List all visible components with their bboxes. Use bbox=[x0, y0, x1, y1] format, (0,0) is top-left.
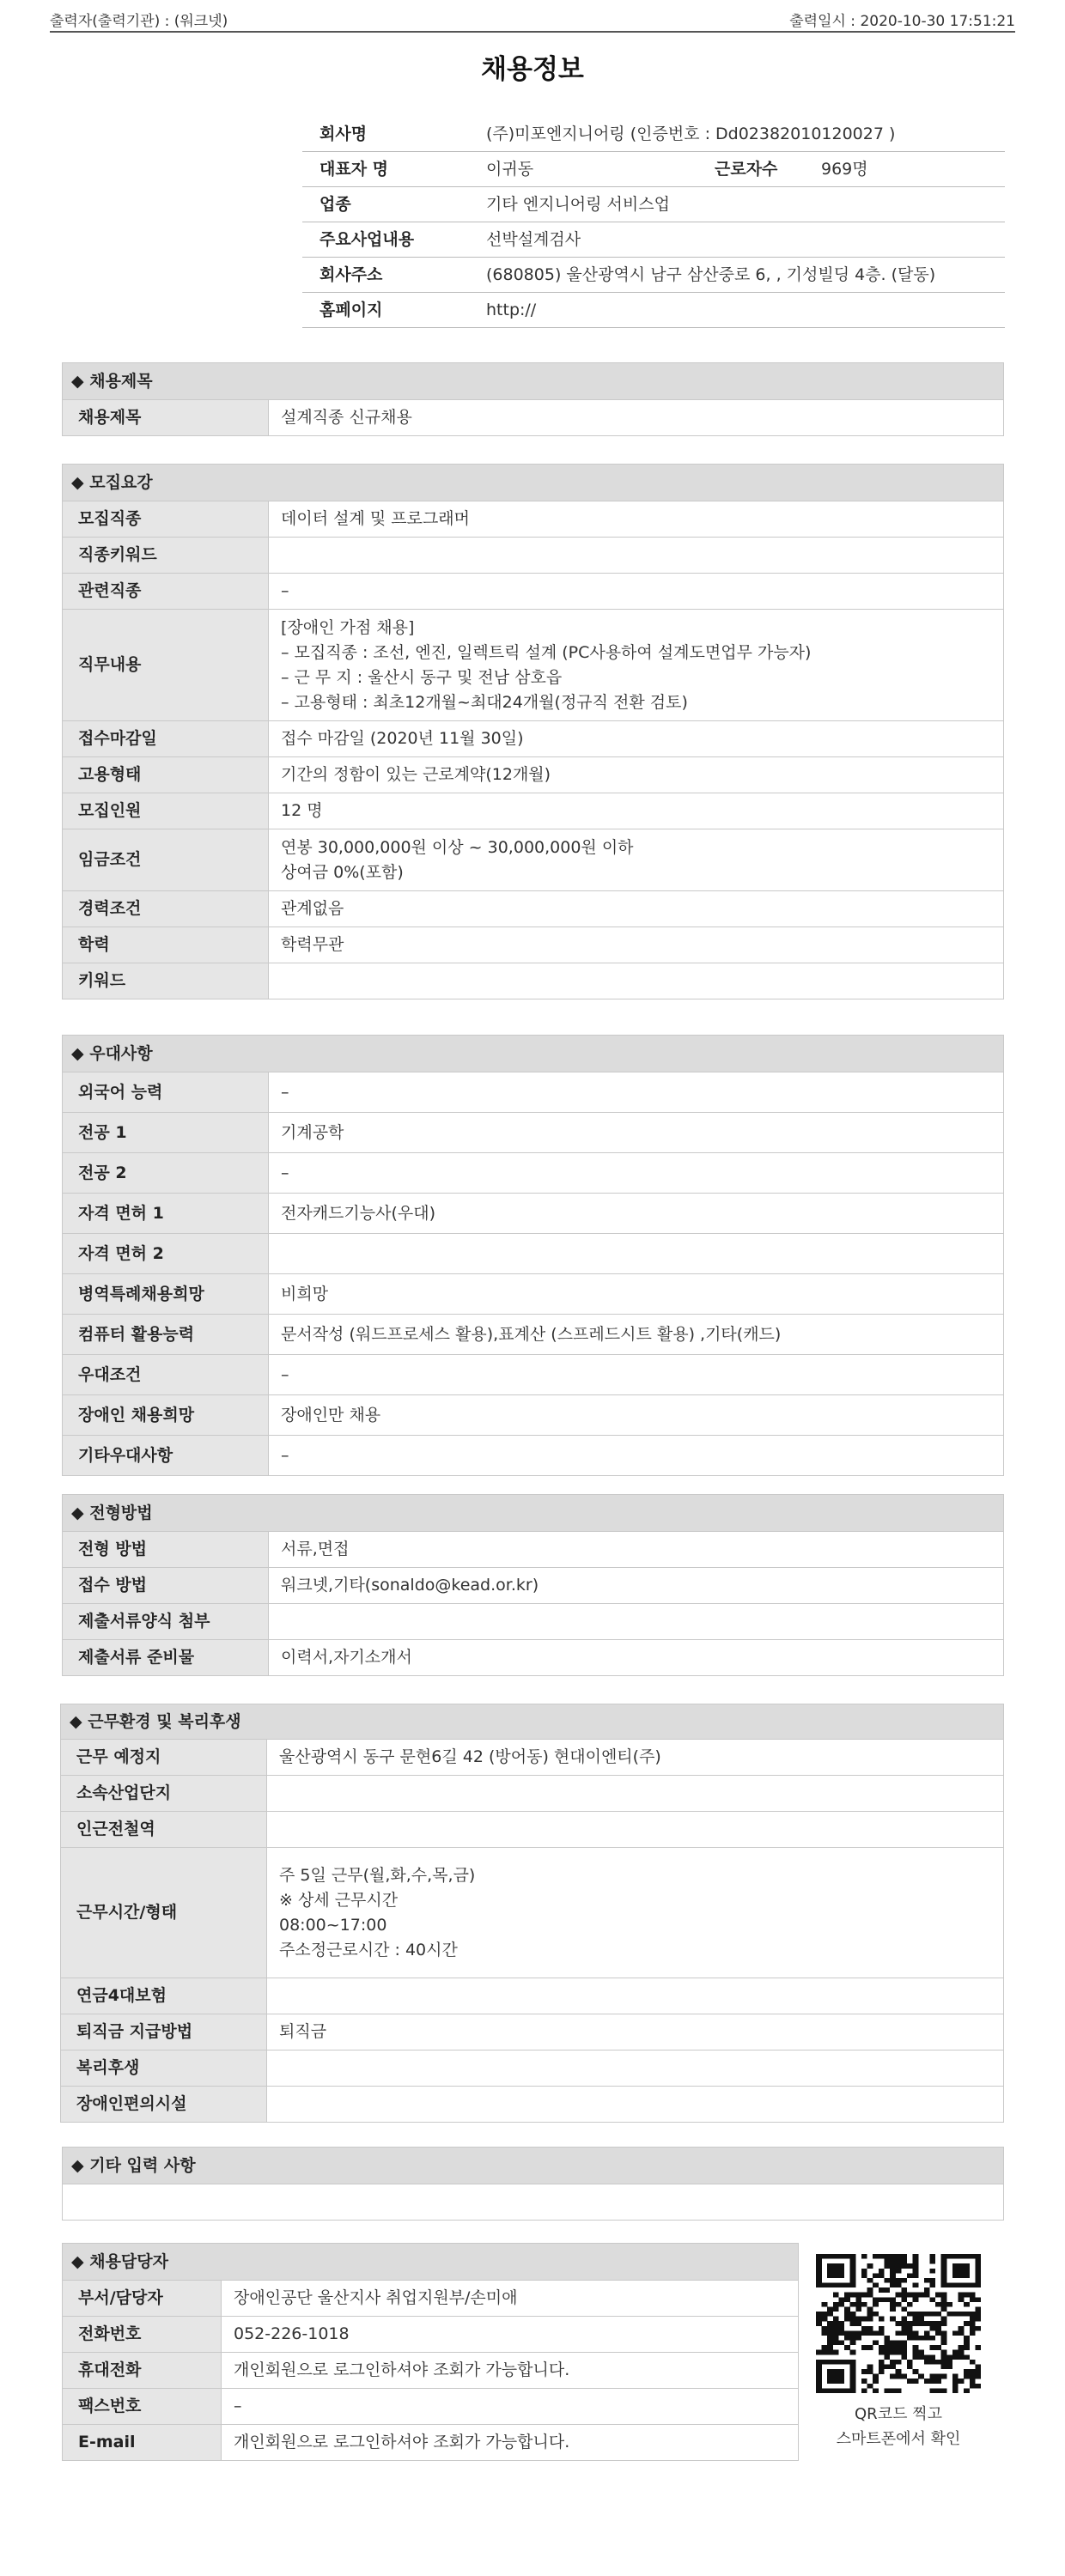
text-line: 주소정근로시간 : 40시간 bbox=[279, 1940, 458, 1959]
text-line: ※ 상세 근무시간 bbox=[279, 1890, 399, 1910]
company-name: (주)미포엔지니어링 (인증번호 : Dd02382010120027 ) bbox=[474, 117, 1005, 152]
row-label: 전화번호 bbox=[63, 2317, 222, 2353]
row-label: 모집인원 bbox=[63, 793, 269, 829]
table-row bbox=[63, 927, 1004, 963]
section-header: ◆ 채용담당자 bbox=[63, 2244, 799, 2281]
table-row bbox=[63, 501, 1004, 538]
text-line: [장애인 가점 채용] bbox=[281, 617, 415, 637]
table-row bbox=[63, 1234, 1004, 1274]
row-value: 기간의 정함이 있는 근로계약(12개월) bbox=[269, 757, 1004, 793]
row-value: 퇴직금 bbox=[267, 2014, 1004, 2050]
row-value: 개인회원으로 로그인하셔야 조회가 가능합니다. bbox=[222, 2425, 799, 2461]
table-row bbox=[63, 1604, 1004, 1640]
row-value: 개인회원으로 로그인하셔야 조회가 가능합니다. bbox=[222, 2353, 799, 2389]
row-label: 전공 2 bbox=[63, 1153, 269, 1194]
table-row bbox=[63, 1153, 1004, 1194]
row-label: 컴퓨터 활용능력 bbox=[63, 1315, 269, 1355]
table-row bbox=[63, 721, 1004, 757]
row-label: 키워드 bbox=[63, 963, 269, 999]
wage-conditions bbox=[269, 829, 1004, 891]
table-row bbox=[63, 1640, 1004, 1676]
homepage-row bbox=[302, 293, 1005, 328]
table-row bbox=[61, 2087, 1004, 2123]
company-info-table bbox=[302, 117, 1005, 328]
row-label: 경력조건 bbox=[63, 891, 269, 927]
row-value: 12 명 bbox=[269, 793, 1004, 829]
table-row bbox=[63, 1194, 1004, 1234]
table-row bbox=[61, 2014, 1004, 2050]
table-row bbox=[61, 1812, 1004, 1848]
row-label: 자격 면허 1 bbox=[63, 1194, 269, 1234]
row-label: 연금4대보험 bbox=[61, 1978, 267, 2014]
table-row bbox=[63, 574, 1004, 610]
row-value: 비희망 bbox=[269, 1274, 1004, 1315]
row-label: 제출서류 준비물 bbox=[63, 1640, 269, 1676]
industry-row bbox=[302, 187, 1005, 222]
row-value: – bbox=[222, 2389, 799, 2425]
row-label: 접수 방법 bbox=[63, 1568, 269, 1604]
address-row bbox=[302, 258, 1005, 293]
row-value bbox=[267, 1776, 1004, 1812]
row-label: 학력 bbox=[63, 927, 269, 963]
recruit-title-value: 설계직종 신규채용 bbox=[269, 400, 1004, 436]
row-label: 우대조건 bbox=[63, 1355, 269, 1395]
section-header: ◆ 우대사항 bbox=[63, 1036, 1004, 1072]
row-label: 퇴직금 지급방법 bbox=[61, 2014, 267, 2050]
row-label: 전공 1 bbox=[63, 1113, 269, 1153]
table-row bbox=[63, 2425, 799, 2461]
row-value bbox=[269, 1604, 1004, 1640]
homepage-label: 홈페이지 bbox=[302, 293, 474, 328]
row-label: 임금조건 bbox=[63, 829, 269, 891]
table-row bbox=[63, 2353, 799, 2389]
output-datetime: 출력일시 : 2020-10-30 17:51:21 bbox=[789, 13, 1015, 30]
table-row bbox=[63, 1436, 1004, 1476]
row-value: 장애인만 채용 bbox=[269, 1395, 1004, 1436]
section-header: ◆ 전형방법 bbox=[63, 1495, 1004, 1532]
business-label: 주요사업내용 bbox=[302, 222, 474, 258]
row-value bbox=[267, 1978, 1004, 2014]
table-row bbox=[63, 757, 1004, 793]
row-label: 인근전철역 bbox=[61, 1812, 267, 1848]
table-row bbox=[61, 1740, 1004, 1776]
address: (680805) 울산광역시 남구 삼산중로 6, , 기성빌딩 4층. (달동) bbox=[474, 258, 1005, 293]
row-label: 전형 방법 bbox=[63, 1532, 269, 1568]
row-label: 복리후생 bbox=[61, 2050, 267, 2087]
requirements-section bbox=[62, 464, 1004, 999]
job-description bbox=[269, 610, 1004, 721]
table-row bbox=[61, 1776, 1004, 1812]
row-value: 전자캐드기능사(우대) bbox=[269, 1194, 1004, 1234]
row-label: 휴대전화 bbox=[63, 2353, 222, 2389]
row-label: 근무시간/형태 bbox=[61, 1848, 267, 1978]
row-value bbox=[267, 2087, 1004, 2123]
print-header bbox=[50, 5, 1015, 33]
output-by: 출력자(출력기관) : (워크넷) bbox=[50, 13, 228, 30]
table-row bbox=[63, 1315, 1004, 1355]
row-label: 근무 예정지 bbox=[61, 1740, 267, 1776]
table-row bbox=[63, 1532, 1004, 1568]
table-row bbox=[63, 891, 1004, 927]
row-label: 기타우대사항 bbox=[63, 1436, 269, 1476]
row-value: – bbox=[269, 1072, 1004, 1113]
row-value: 관계없음 bbox=[269, 891, 1004, 927]
row-value: 기계공학 bbox=[269, 1113, 1004, 1153]
row-value: – bbox=[269, 1355, 1004, 1395]
row-value: 서류,면접 bbox=[269, 1532, 1004, 1568]
text-line: – 모집직종 : 조선, 엔진, 일렉트릭 설계 (PC사용하여 설계도면업무 가능자) bbox=[281, 642, 812, 662]
company-name-label: 회사명 bbox=[302, 117, 474, 152]
section-header: ◆ 기타 입력 사항 bbox=[63, 2148, 1004, 2184]
row-label: 자격 면허 2 bbox=[63, 1234, 269, 1274]
table-row bbox=[63, 2389, 799, 2425]
row-value bbox=[269, 963, 1004, 999]
address-label: 회사주소 bbox=[302, 258, 474, 293]
workers-label: 근로자수 bbox=[706, 152, 809, 187]
row-value bbox=[269, 538, 1004, 574]
row-label: 모집직종 bbox=[63, 501, 269, 538]
ceo-row bbox=[302, 152, 1005, 187]
table-row bbox=[61, 1848, 1004, 1978]
table-row bbox=[63, 793, 1004, 829]
industry-label: 업종 bbox=[302, 187, 474, 222]
selection-section bbox=[62, 1494, 1004, 1676]
page-title: 채용정보 bbox=[481, 54, 584, 85]
table-row bbox=[63, 538, 1004, 574]
row-value: 학력무관 bbox=[269, 927, 1004, 963]
text-line: 주 5일 근무(월,화,수,목,금) bbox=[279, 1865, 476, 1885]
text-line: 연봉 30,000,000원 이상 ~ 30,000,000원 이하 bbox=[281, 837, 634, 857]
row-value: 접수 마감일 (2020년 11월 30일) bbox=[269, 721, 1004, 757]
contact-section bbox=[62, 2243, 799, 2461]
ceo-name: 이귀동 bbox=[474, 152, 706, 187]
table-row bbox=[63, 2317, 799, 2353]
row-label: 관련직종 bbox=[63, 574, 269, 610]
row-label: 부서/담당자 bbox=[63, 2281, 222, 2317]
table-row bbox=[61, 2050, 1004, 2087]
text-line: 상여금 0%(포함) bbox=[281, 862, 404, 882]
row-value: – bbox=[269, 1153, 1004, 1194]
row-label: 제출서류양식 첨부 bbox=[63, 1604, 269, 1640]
row-value: 울산광역시 동구 문현6길 42 (방어동) 현대이엔티(주) bbox=[267, 1740, 1004, 1776]
row-value bbox=[267, 2050, 1004, 2087]
text-line: – 근 무 지 : 울산시 동구 및 전남 삼호읍 bbox=[281, 667, 563, 687]
row-label: 고용형태 bbox=[63, 757, 269, 793]
row-value: 052-226-1018 bbox=[222, 2317, 799, 2353]
recruit-title-section bbox=[62, 362, 1004, 436]
row-value: 장애인공단 울산지사 취업지원부/손미애 bbox=[222, 2281, 799, 2317]
recruit-title-label: 채용제목 bbox=[63, 400, 269, 436]
row-label: 직무내용 bbox=[63, 610, 269, 721]
row-label: 외국어 능력 bbox=[63, 1072, 269, 1113]
homepage-link[interactable]: http:// bbox=[474, 293, 1005, 328]
work-hours bbox=[267, 1848, 1004, 1978]
row-value: 이력서,자기소개서 bbox=[269, 1640, 1004, 1676]
table-row bbox=[63, 829, 1004, 891]
other-value bbox=[63, 2184, 1004, 2221]
row-label: 직종키워드 bbox=[63, 538, 269, 574]
workers-count: 969명 bbox=[809, 152, 1005, 187]
section-header: ◆ 모집요강 bbox=[63, 465, 1004, 501]
table-row bbox=[63, 1395, 1004, 1436]
table-row bbox=[63, 1568, 1004, 1604]
row-label: 장애인편의시설 bbox=[61, 2087, 267, 2123]
row-value bbox=[267, 1812, 1004, 1848]
industry: 기타 엔지니어링 서비스업 bbox=[474, 187, 1005, 222]
text-line: – 고용형태 : 최초12개월~최대24개월(정규직 전환 검토) bbox=[281, 692, 688, 712]
row-value: – bbox=[269, 1436, 1004, 1476]
table-row bbox=[63, 1274, 1004, 1315]
business-row bbox=[302, 222, 1005, 258]
row-label: 병역특례채용희망 bbox=[63, 1274, 269, 1315]
section-header: ◆ 채용제목 bbox=[63, 363, 1004, 400]
ceo-label: 대표자 명 bbox=[302, 152, 474, 187]
table-row bbox=[63, 1355, 1004, 1395]
preferences-section bbox=[62, 1035, 1004, 1476]
row-label: 접수마감일 bbox=[63, 721, 269, 757]
qr-code-icon[interactable] bbox=[816, 2254, 981, 2393]
row-value: 문서작성 (워드프로세스 활용),표계산 (스프레드시트 활용) ,기타(캐드) bbox=[269, 1315, 1004, 1355]
company-name-row bbox=[302, 117, 1005, 152]
qr-caption bbox=[799, 2402, 998, 2451]
environment-section bbox=[60, 1704, 1004, 2123]
row-label: 소속산업단지 bbox=[61, 1776, 267, 1812]
section-header: ◆ 근무환경 및 복리후생 bbox=[61, 1704, 1004, 1740]
table-row bbox=[63, 1113, 1004, 1153]
row-value: 워크넷,기타(sonaldo@kead.or.kr) bbox=[269, 1568, 1004, 1604]
qr-caption-line: 스마트폰에서 확인 bbox=[836, 2430, 961, 2448]
qr-caption-line: QR코드 찍고 bbox=[855, 2405, 942, 2423]
table-row bbox=[63, 1072, 1004, 1113]
table-row bbox=[63, 963, 1004, 999]
row-value bbox=[269, 1234, 1004, 1274]
row-label: 팩스번호 bbox=[63, 2389, 222, 2425]
row-value: – bbox=[269, 574, 1004, 610]
row-label: E-mail bbox=[63, 2425, 222, 2461]
row-value: 데이터 설계 및 프로그래머 bbox=[269, 501, 1004, 538]
text-line: 08:00~17:00 bbox=[279, 1915, 387, 1935]
row-label: 장애인 채용희망 bbox=[63, 1395, 269, 1436]
table-row bbox=[63, 610, 1004, 721]
table-row bbox=[63, 2281, 799, 2317]
business: 선박설계검사 bbox=[474, 222, 1005, 258]
table-row bbox=[61, 1978, 1004, 2014]
other-section bbox=[62, 2147, 1004, 2221]
